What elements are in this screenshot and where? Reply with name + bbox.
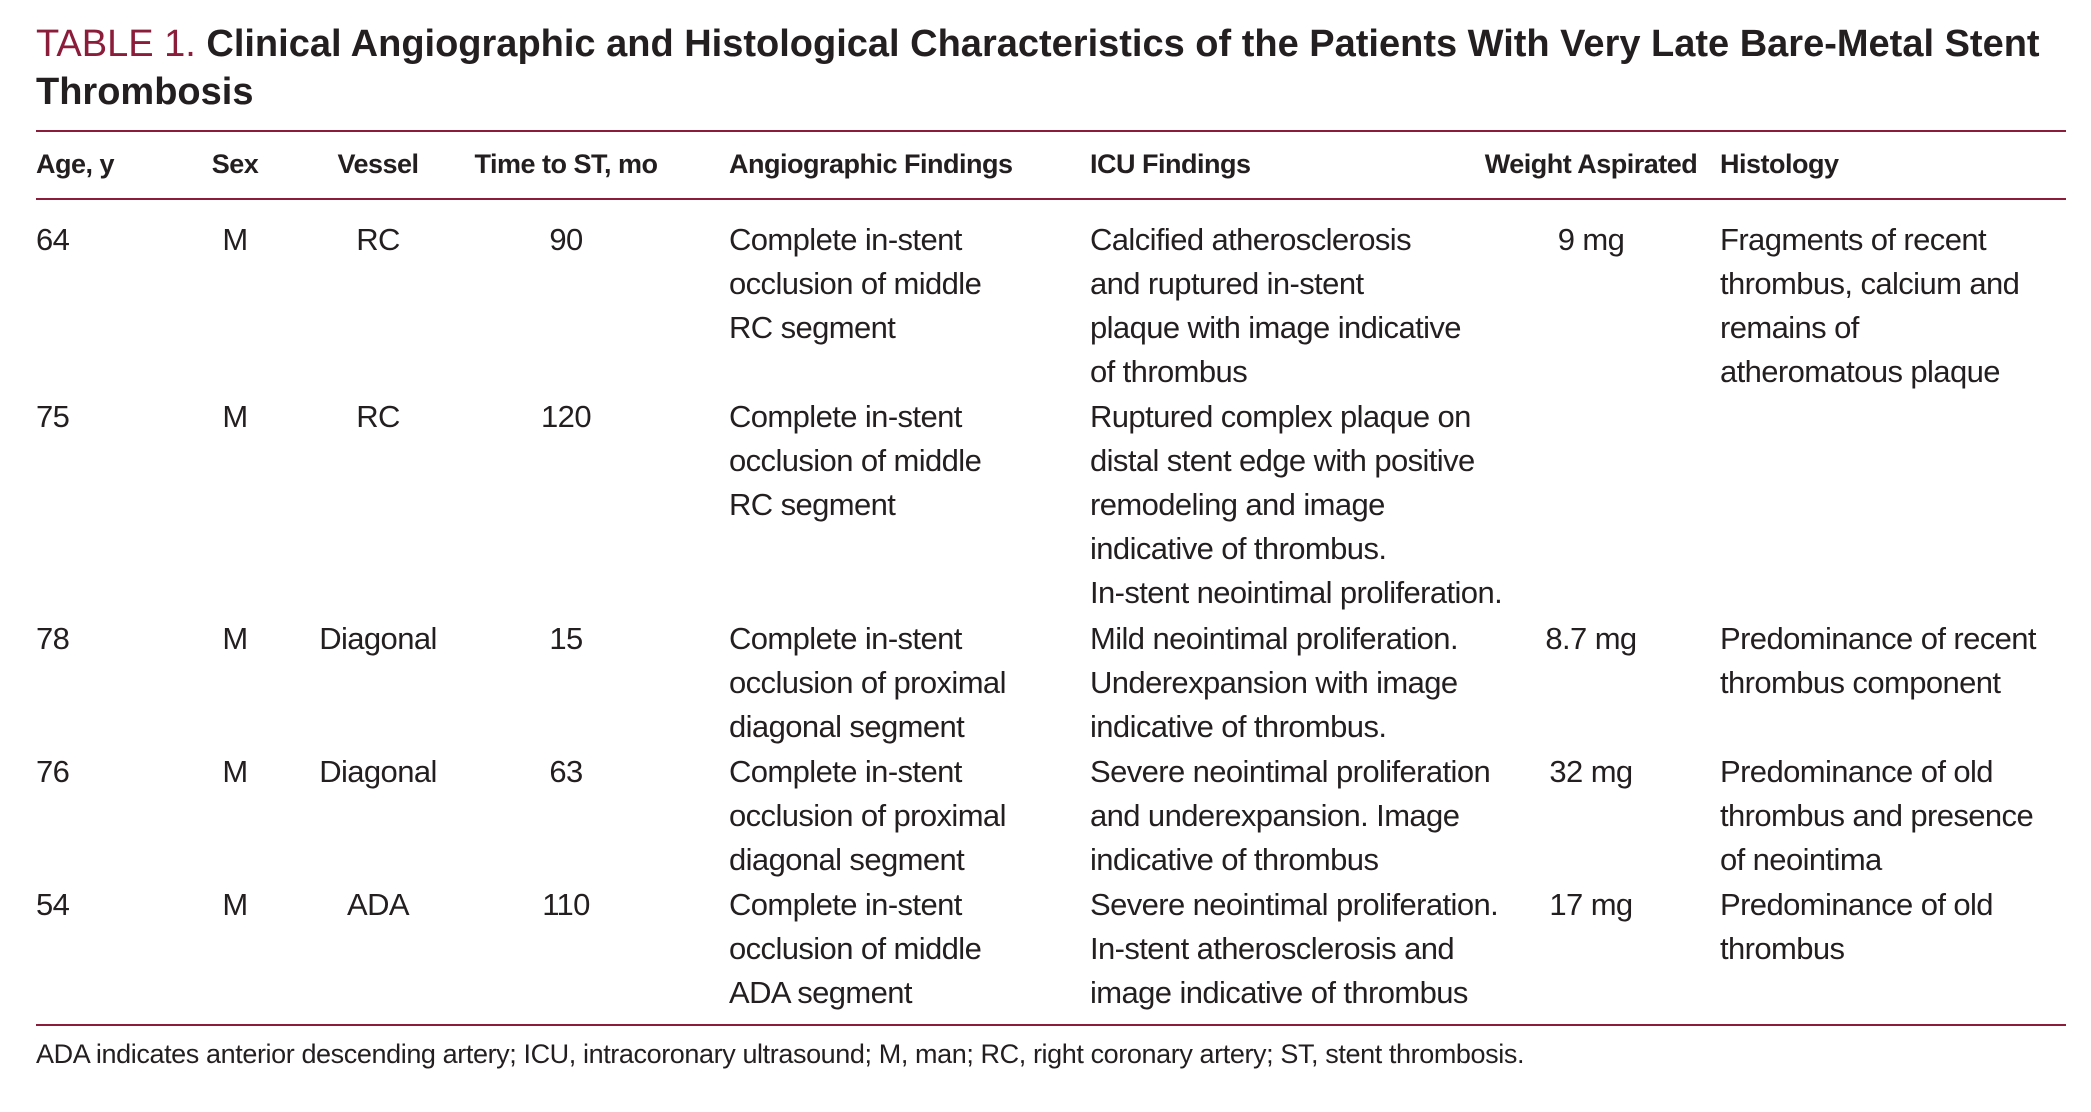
cell-age: 76 — [36, 754, 70, 789]
table-header-row — [36, 146, 2066, 186]
cell-vessel: Diagonal — [319, 754, 437, 789]
table-footnote: ADA indicates anterior descending artery; ICU, intracoronary ultrasound; M, man; RC, right coronary artery; ST, stent thrombosis. — [36, 1039, 1525, 1069]
cell-icu-findings: Severe neointimal proliferation and underexpansion. Image indicative of thrombus — [1090, 754, 1491, 877]
cell-time-to-st: 110 — [542, 887, 590, 922]
cell-icu-findings: Severe neointimal proliferation. In-stent atherosclerosis and image indicative of thrombus — [1090, 887, 1499, 1010]
cell-time-to-st: 15 — [549, 621, 583, 656]
top-rule — [36, 130, 2066, 132]
cell-vessel: RC — [356, 399, 400, 434]
cell-angiographic-findings: Complete in-stent occlusion of middle RC segment — [729, 222, 982, 345]
header-age: Age, y — [36, 149, 115, 179]
cell-angiographic-findings: Complete in-stent occlusion of middle ADA segment — [729, 887, 982, 1010]
cell-icu-findings: Mild neointimal proliferation. Underexpansion with image indicative of thrombus. — [1090, 621, 1458, 744]
cell-sex: M — [222, 887, 248, 922]
cell-histology: Fragments of recent thrombus, calcium and remains of atheromatous plaque — [1720, 222, 2020, 389]
cell-sex: M — [222, 621, 248, 656]
cell-time-to-st: 120 — [541, 399, 591, 434]
cell-histology: Predominance of old thrombus — [1720, 887, 1993, 966]
cell-weight-aspirated: 8.7 mg — [1545, 621, 1637, 656]
header-sex: Sex — [211, 149, 259, 179]
cell-histology: Predominance of old thrombus and presence of neointima — [1720, 754, 2034, 877]
header-rule — [36, 198, 2066, 200]
cell-age: 64 — [36, 222, 70, 257]
cell-time-to-st: 90 — [549, 222, 583, 257]
cell-sex: M — [222, 399, 248, 434]
cell-vessel: Diagonal — [319, 621, 437, 656]
table-title: Clinical Angiographic and Histological Characteristics of the Patients With Very Late Bare-Metal Stent Thrombosis — [36, 23, 2040, 113]
header-weight-aspirated: Weight Aspirated — [1484, 149, 1698, 179]
cell-icu-findings: Calcified atherosclerosis and ruptured in-stent plaque with image indicative of thrombus — [1090, 222, 1461, 389]
header-angiographic-findings: Angiographic Findings — [729, 149, 1013, 179]
cell-age: 75 — [36, 399, 70, 434]
cell-sex: M — [222, 754, 248, 789]
cell-angiographic-findings: Complete in-stent occlusion of proximal diagonal segment — [729, 621, 1006, 744]
table-title-block — [36, 20, 2066, 116]
header-histology: Histology — [1720, 149, 1839, 179]
header-icu-findings: ICU Findings — [1090, 149, 1251, 179]
header-time-to-st: Time to ST, mo — [474, 149, 658, 179]
header-vessel: Vessel — [337, 149, 419, 179]
cell-icu-findings: Ruptured complex plaque on distal stent edge with positive remodeling and image indicative of thrombus. In-stent neointimal proliferation. — [1090, 399, 1503, 610]
table-label: TABLE 1. — [36, 23, 196, 65]
cell-angiographic-findings: Complete in-stent occlusion of middle RC segment — [729, 399, 982, 522]
cell-angiographic-findings: Complete in-stent occlusion of proximal diagonal segment — [729, 754, 1006, 877]
cell-time-to-st: 63 — [549, 754, 583, 789]
cell-age: 78 — [36, 621, 70, 656]
cell-vessel: RC — [356, 222, 400, 257]
cell-vessel: ADA — [347, 887, 409, 922]
cell-age: 54 — [36, 887, 70, 922]
cell-weight-aspirated: 9 mg — [1557, 222, 1625, 257]
cell-weight-aspirated: 17 mg — [1549, 887, 1633, 922]
cell-weight-aspirated: 32 mg — [1549, 754, 1633, 789]
bottom-rule — [36, 1024, 2066, 1026]
cell-sex: M — [222, 222, 248, 257]
cell-histology: Predominance of recent thrombus component — [1720, 621, 2036, 700]
